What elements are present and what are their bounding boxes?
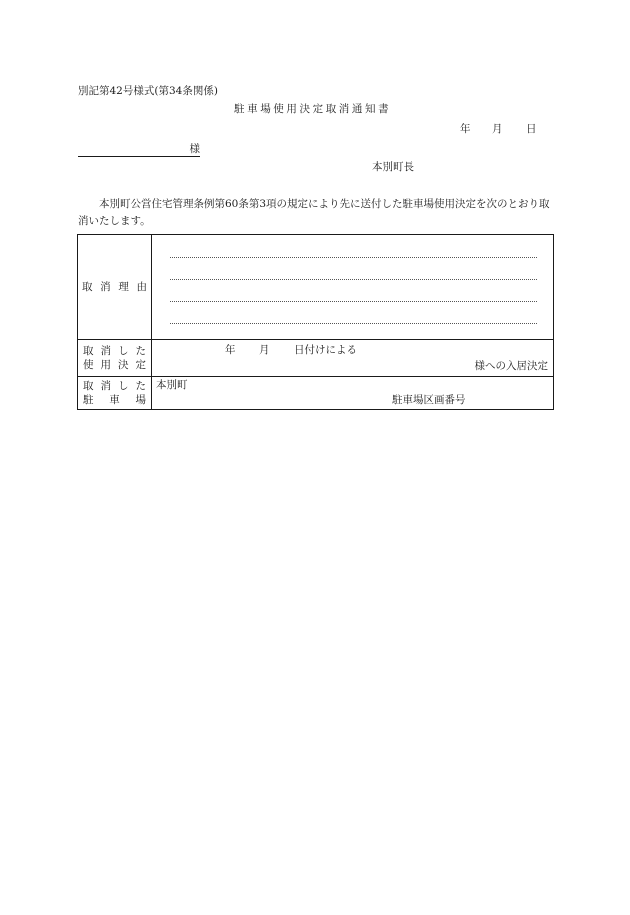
form-table	[77, 234, 554, 410]
parking-label-line1: 取消した	[83, 380, 146, 392]
reason-row	[78, 235, 554, 340]
parking-row	[78, 377, 554, 410]
reason-dotted-line	[170, 257, 537, 258]
decision-date-suffix: 日付けによる	[294, 344, 357, 356]
body-text	[78, 196, 554, 230]
reason-label-cell	[78, 235, 152, 340]
document-title: 駐車場使用決定取消通知書	[234, 103, 392, 115]
form-number: 別記第42号様式(第34条関係)	[78, 85, 218, 97]
date-line	[460, 122, 537, 136]
decision-row	[78, 340, 554, 377]
addressee-field[interactable]	[78, 142, 200, 157]
parking-field[interactable]	[152, 377, 554, 410]
decision-label-cell	[78, 340, 152, 377]
decision-year: 年	[225, 344, 236, 356]
body-paragraph: 本別町公営住宅管理条例第60条第3項の規定により先に送付した駐車場使用決定を次のとおり取消いたします。	[78, 198, 550, 227]
decision-label-line2: 使用決定	[83, 359, 146, 371]
addressee-suffix: 様	[189, 143, 200, 155]
decision-label-line1: 取消した	[83, 345, 146, 357]
reason-dotted-line	[170, 323, 537, 324]
parking-number-label: 駐車場区画番号	[392, 394, 466, 406]
date-month: 月	[492, 123, 503, 135]
decision-month: 月	[259, 344, 270, 356]
decision-suffix: 様への入居決定	[474, 360, 548, 372]
reason-field[interactable]	[152, 235, 554, 340]
reason-dotted-line	[170, 279, 537, 280]
parking-town: 本別町	[156, 379, 188, 391]
sender: 本別町長	[372, 161, 414, 173]
date-year: 年	[460, 123, 471, 135]
decision-field[interactable]	[152, 340, 554, 377]
parking-label-cell	[78, 377, 152, 410]
reason-dotted-line	[170, 301, 537, 302]
reason-label: 取 消 理 由	[82, 281, 147, 293]
parking-label-line2: 駐車場	[83, 394, 146, 406]
date-day: 日	[526, 123, 537, 135]
